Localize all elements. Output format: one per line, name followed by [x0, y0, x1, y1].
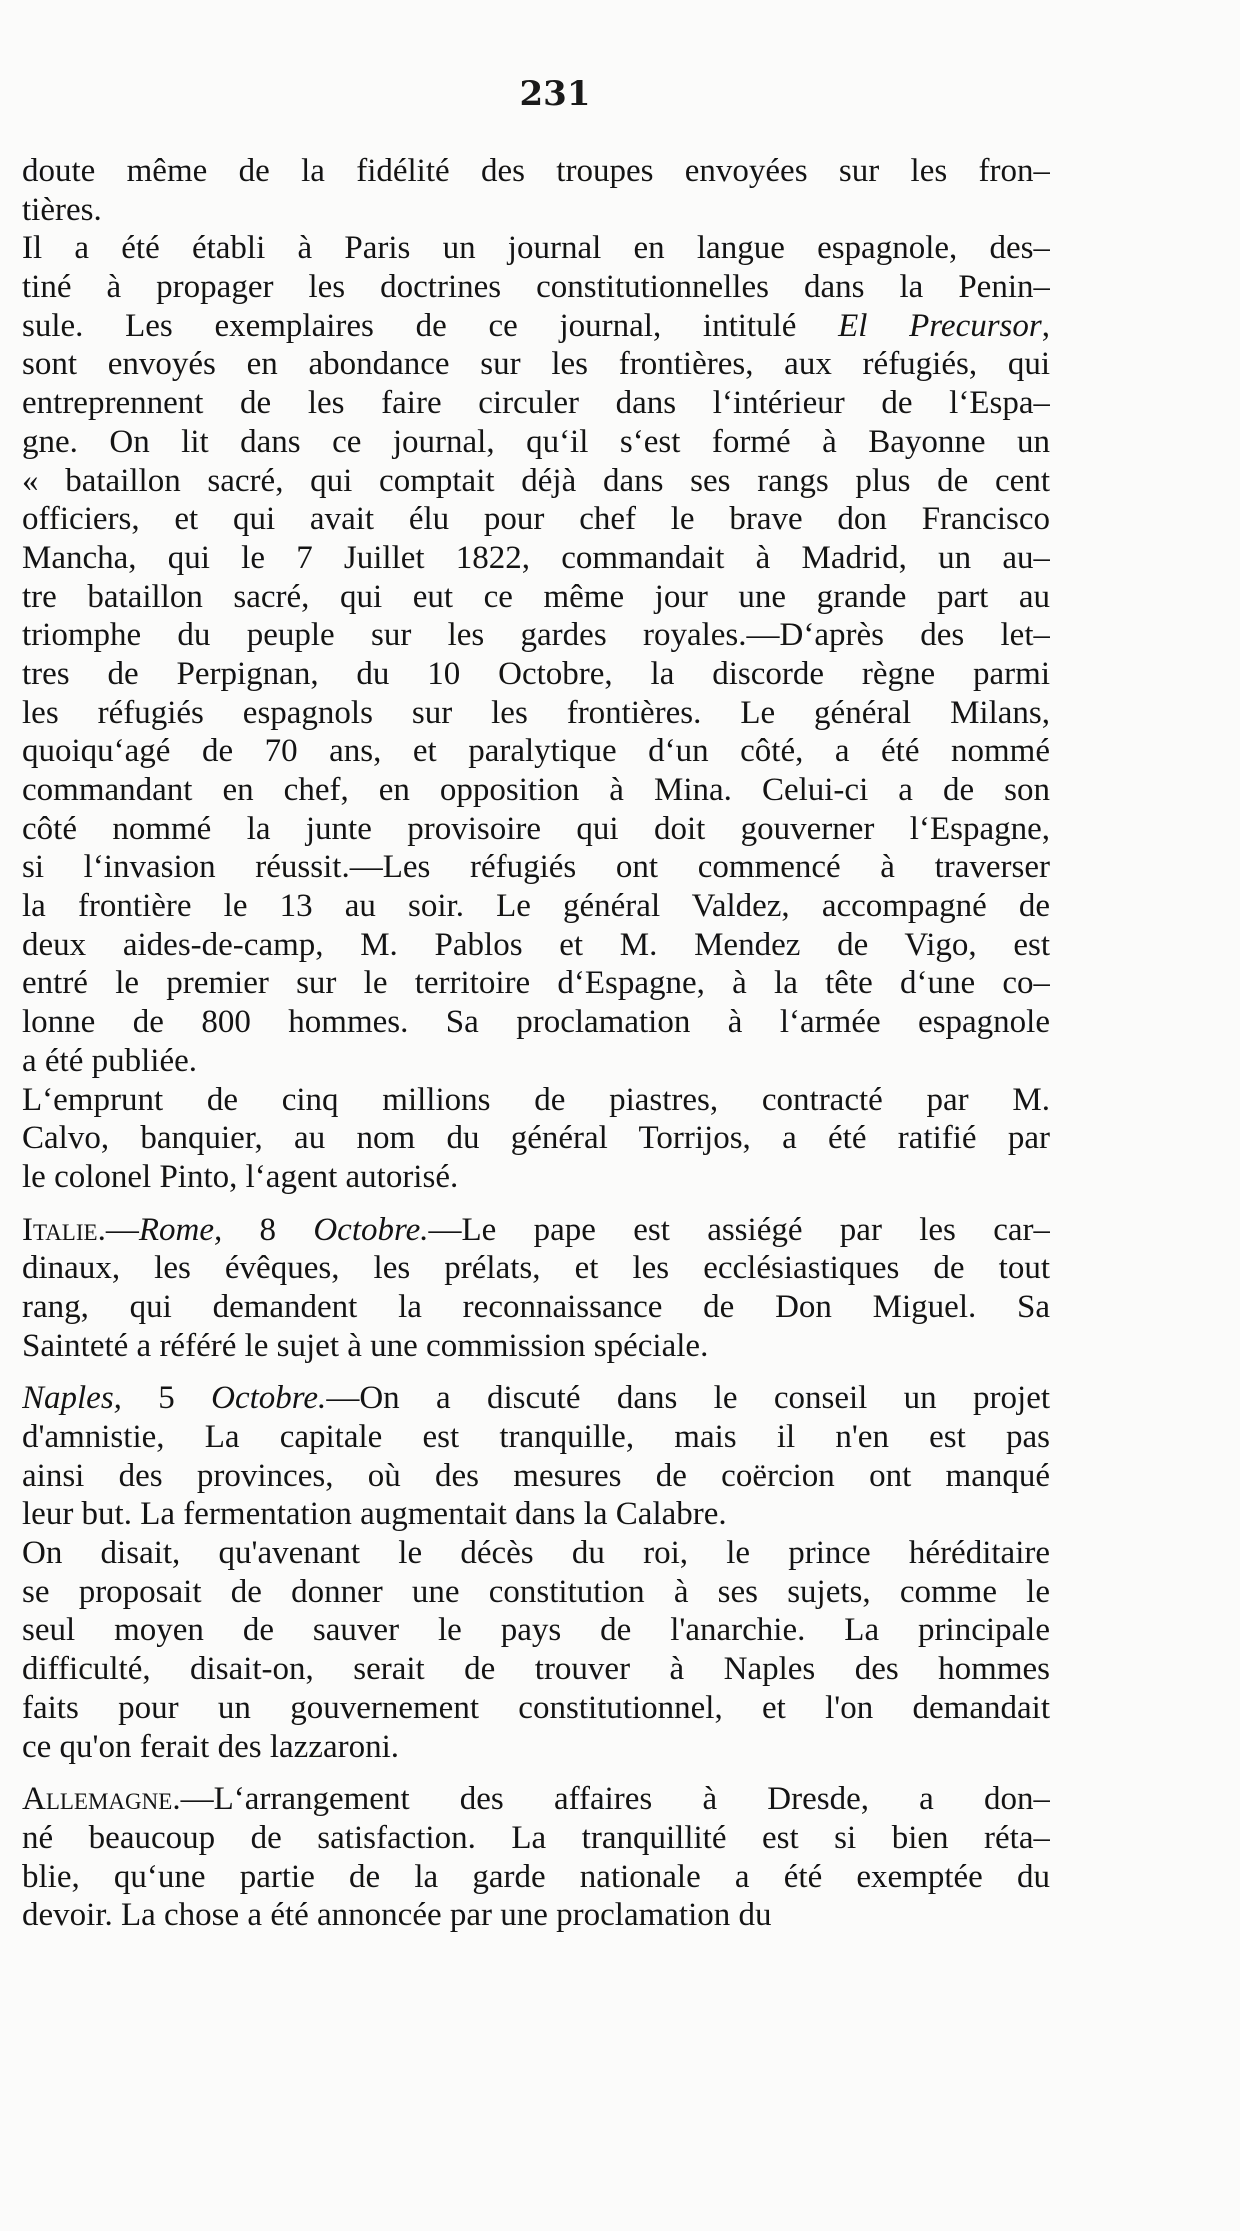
- line-segment: le colonel Pinto, l‘agent autorisé.: [22, 1158, 459, 1195]
- line-segment: sont envoyés en abondance sur les frontières, aux réfugiés, qui: [22, 346, 1050, 383]
- line-segment: dinaux, les évêques, les prélats, et les ecclésiastiques de tout: [22, 1250, 1050, 1287]
- text-line: [22, 848, 1050, 887]
- line-segment: L‘emprunt de cinq millions de piastres, contracté par M.: [22, 1081, 1050, 1118]
- text-line: [22, 1379, 1050, 1418]
- line-segment: né beaucoup de satisfaction. La tranquillité est si bien réta–: [22, 1819, 1050, 1856]
- text-line: [22, 1495, 1050, 1534]
- text-line: [22, 307, 1050, 346]
- text-line: [22, 1457, 1050, 1496]
- text-line: [22, 1534, 1050, 1573]
- text-line: [22, 1689, 1050, 1728]
- text-line: [22, 1158, 1050, 1197]
- paragraph-gap: [22, 1766, 1050, 1780]
- line-segment: Calvo, banquier, au nom du général Torrijos, a été ratifié par: [22, 1120, 1050, 1157]
- text-line: [22, 732, 1050, 771]
- text-line: [22, 1081, 1050, 1120]
- journal-title: El Precursor: [838, 307, 1042, 344]
- line-segment: 5: [121, 1380, 212, 1417]
- text-line: [22, 345, 1050, 384]
- text-line: [22, 964, 1050, 1003]
- text-line: [22, 1819, 1050, 1858]
- body-text: [22, 152, 1050, 1935]
- line-segment: tiné à propager les doctrines constitutionnelles dans la Penin–: [22, 269, 1050, 306]
- line-segment: a été publiée.: [22, 1042, 197, 1079]
- line-segment: tre bataillon sacré, qui eut ce même jour une grande part au: [22, 578, 1050, 615]
- line-segment: les réfugiés espagnols sur les frontières. Le général Milans,: [22, 694, 1050, 731]
- line-segment: leur but. La fermentation augmentait dans la Calabre.: [22, 1496, 727, 1533]
- text-line: [22, 655, 1050, 694]
- text-line: [22, 268, 1050, 307]
- line-segment: On disait, qu'avenant le décès du roi, le prince héréditaire: [22, 1535, 1050, 1572]
- text-line: [22, 771, 1050, 810]
- line-segment: se proposait de donner une constitution à ses sujets, comme le: [22, 1573, 1050, 1610]
- line-segment: devoir. La chose a été annoncée par une proclamation du: [22, 1897, 772, 1934]
- page-number: 231: [519, 74, 591, 114]
- line-segment: deux aides-de-camp, M. Pablos et M. Mendez de Vigo, est: [22, 926, 1050, 963]
- text-line: [22, 1003, 1050, 1042]
- line-segment: —On a discuté dans le conseil un projet: [326, 1380, 1050, 1417]
- line-segment: côté nommé la junte provisoire qui doit gouverner l‘Espagne,: [22, 810, 1050, 847]
- dateline-month: Octobre.: [313, 1211, 429, 1248]
- line-segment: difficulté, disait-on, serait de trouver à Naples des hommes: [22, 1651, 1050, 1688]
- line-segment: seul moyen de sauver le pays de l'anarchie. La principale: [22, 1612, 1050, 1649]
- text-line: [22, 1896, 1050, 1935]
- text-line: [22, 423, 1050, 462]
- line-segment: entreprennent de les faire circuler dans l‘intérieur de l‘Espa–: [22, 385, 1050, 422]
- line-segment: Mancha, qui le 7 Juillet 1822, commandait à Madrid, un au–: [22, 539, 1050, 576]
- text-line: [22, 1418, 1050, 1457]
- text-line: [22, 1650, 1050, 1689]
- paragraph-gap: [22, 1365, 1050, 1379]
- line-segment: « bataillon sacré, qui comptait déjà dans ses rangs plus de cent: [22, 462, 1050, 499]
- text-line: [22, 1780, 1050, 1819]
- text-line: [22, 152, 1050, 191]
- text-line: [22, 887, 1050, 926]
- line-segment: tres de Perpignan, du 10 Octobre, la discorde règne parmi: [22, 655, 1050, 692]
- dateline-place: Naples,: [22, 1380, 122, 1417]
- text-line: [22, 1288, 1050, 1327]
- line-segment: 8: [222, 1211, 314, 1248]
- line-segment: .—: [97, 1211, 139, 1248]
- text-line: [22, 462, 1050, 501]
- line-segment: ,: [1041, 307, 1050, 344]
- text-line: [22, 1858, 1050, 1897]
- text-line: [22, 539, 1050, 578]
- line-segment: commandant en chef, en opposition à Mina. Celui-ci a de son: [22, 772, 1050, 808]
- text-line: [22, 810, 1050, 849]
- text-line: [22, 229, 1050, 268]
- text-line: [22, 500, 1050, 539]
- text-line: [22, 1119, 1050, 1158]
- line-segment: la frontière le 13 au soir. Le général Valdez, accompagné de: [22, 888, 1050, 925]
- text-line: [22, 1211, 1050, 1250]
- line-segment: lonne de 800 hommes. Sa proclamation à l‘armée espagnole: [22, 1004, 1050, 1041]
- line-segment: tières.: [22, 191, 102, 228]
- dateline-place: Rome,: [138, 1211, 223, 1248]
- line-segment: rang, qui demandent la reconnaissance de Don Miguel. Sa: [22, 1288, 1050, 1325]
- line-segment: .—L‘arrangement des affaires à Dresde, a don–: [172, 1781, 1050, 1818]
- text-line: [22, 1042, 1050, 1081]
- text-line: [22, 384, 1050, 423]
- text-line: [22, 1728, 1050, 1767]
- text-line: [22, 926, 1050, 965]
- line-segment: si l‘invasion réussit.—Les réfugiés ont commencé à traverser: [22, 849, 1050, 886]
- text-line: [22, 694, 1050, 733]
- line-segment: Sainteté a référé le sujet à une commission spéciale.: [22, 1327, 709, 1364]
- line-segment: doute même de la fidélité des troupes envoyées sur les fron–: [22, 153, 1050, 189]
- paragraph-gap: [22, 1197, 1050, 1211]
- section-heading: Allemagne: [22, 1781, 173, 1818]
- text-line: [22, 1327, 1050, 1366]
- text-line: [22, 616, 1050, 655]
- line-segment: d'amnistie, La capitale est tranquille, mais il n'en est pas: [22, 1419, 1050, 1455]
- text-line: [22, 1249, 1050, 1288]
- dateline-month: Octobre.: [211, 1380, 327, 1417]
- line-segment: gne. On lit dans ce journal, qu‘il s‘est formé à Bayonne un: [22, 423, 1050, 460]
- line-segment: ce qu'on ferait des lazzaroni.: [22, 1728, 400, 1765]
- line-segment: Il a été établi à Paris un journal en langue espagnole, des–: [22, 230, 1050, 267]
- line-segment: —Le pape est assiégé par les car–: [428, 1211, 1050, 1248]
- text-line: [22, 191, 1050, 230]
- line-segment: ainsi des provinces, où des mesures de coërcion ont manqué: [22, 1457, 1050, 1494]
- section-heading-italie: Italie: [22, 1211, 98, 1248]
- line-segment: triomphe du peuple sur les gardes royales.—D‘après des let–: [22, 617, 1050, 654]
- line-segment: blie, qu‘une partie de la garde nationale a été exemptée du: [22, 1858, 1050, 1895]
- line-segment: officiers, et qui avait élu pour chef le brave don Francisco: [22, 501, 1050, 538]
- text-line: [22, 578, 1050, 617]
- text-line: [22, 1611, 1050, 1650]
- line-segment: entré le premier sur le territoire d‘Espagne, à la tête d‘une co–: [22, 965, 1050, 1002]
- line-segment: sule. Les exemplaires de ce journal, intitulé: [22, 307, 839, 344]
- text-line: [22, 1573, 1050, 1612]
- line-segment: quoiqu‘agé de 70 ans, et paralytique d‘un côté, a été nommé: [22, 733, 1050, 770]
- line-segment: faits pour un gouvernement constitutionnel, et l'on demandait: [22, 1689, 1050, 1726]
